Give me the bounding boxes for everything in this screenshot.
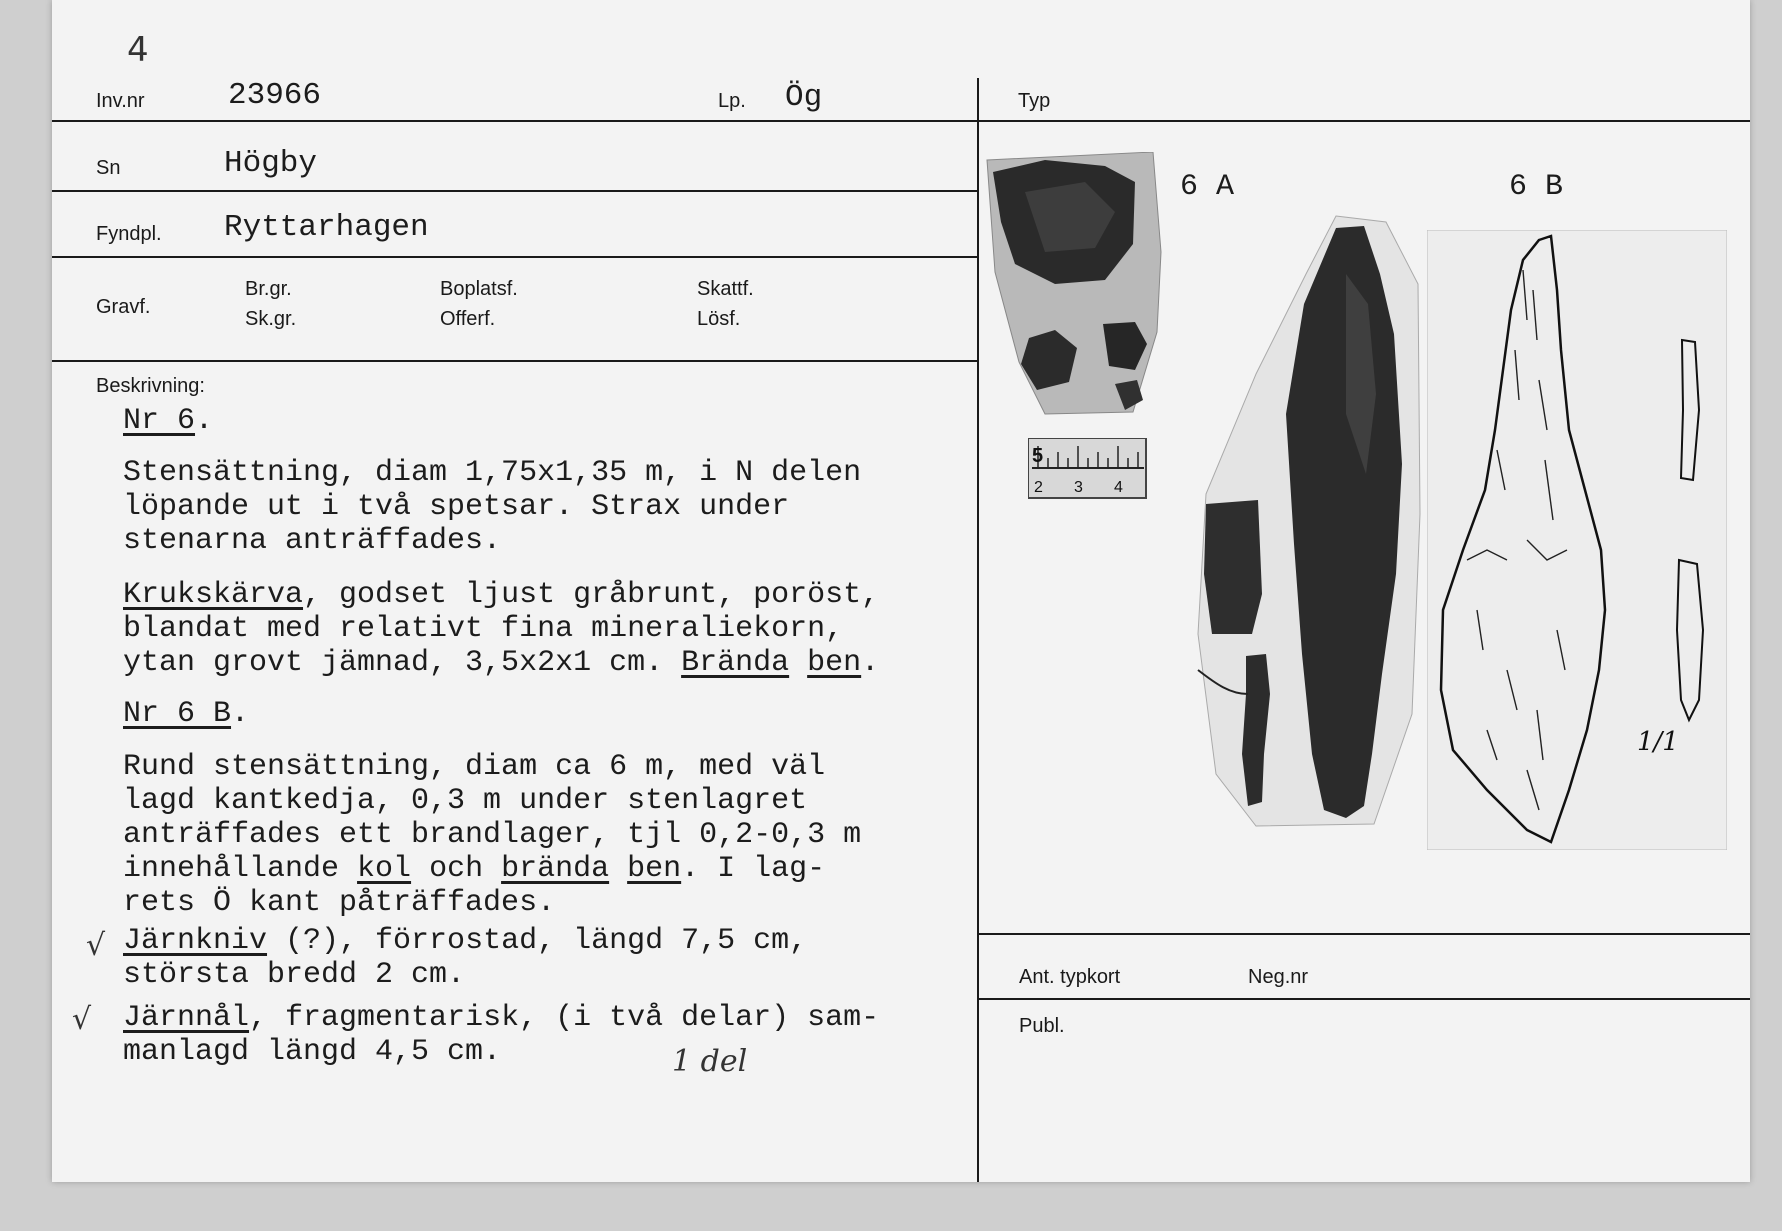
p3-och: och xyxy=(411,852,502,886)
p3-line: lagd kantkedja, 0,3 m under stenlagret xyxy=(123,784,808,818)
neg-nr-label: Neg.nr xyxy=(1248,966,1309,988)
kol-term: kol xyxy=(357,852,412,886)
p1-line: stenarna anträffades. xyxy=(123,524,502,558)
p2-line: blandat med relativt fina mineraliekorn, xyxy=(123,612,844,646)
fyndpl-value: Ryttarhagen xyxy=(224,210,429,245)
boplatsf-label: Boplatsf. xyxy=(440,278,518,300)
scale-note: 1/1 xyxy=(1637,727,1679,757)
br-gr-label: Br.gr. xyxy=(245,278,292,300)
row-divider xyxy=(52,120,977,122)
label-6a: 6 A xyxy=(1180,170,1235,204)
ben-term: ben xyxy=(627,852,682,886)
inv-nr-value: 23966 xyxy=(228,78,322,113)
typ-label: Typ xyxy=(1018,90,1051,112)
p1-line: löpande ut i två spetsar. Strax under xyxy=(123,490,790,524)
p2-line: , godset ljust gråbrunt, poröst, xyxy=(303,578,880,612)
column-divider xyxy=(977,78,979,1182)
potsherd-photo xyxy=(985,152,1165,417)
nr6b-dot: . xyxy=(231,697,250,731)
card-number: 4 xyxy=(127,30,149,70)
handwritten-note: 1 del xyxy=(672,1044,748,1079)
branda-term: Brända xyxy=(681,646,790,680)
jarnkniv-term: Järnkniv xyxy=(123,924,268,958)
p3-line: rets Ö kant påträffades. xyxy=(123,886,556,920)
checkmark-icon: √ xyxy=(86,928,106,963)
desc-p5 xyxy=(123,1001,879,1069)
gravf-label: Gravf. xyxy=(96,296,151,318)
p4-line: största bredd 2 cm. xyxy=(123,958,466,992)
p5-line: , fragmentarisk, (i två delar) sam- xyxy=(249,1001,880,1035)
nr6-dot: . xyxy=(195,404,214,438)
scale-tick-label: 4 xyxy=(1114,479,1123,496)
row-divider xyxy=(52,190,977,192)
sk-gr-label: Sk.gr. xyxy=(245,308,297,330)
nr6b-heading: Nr 6 B xyxy=(123,697,232,731)
p3-line: innehållande xyxy=(123,852,358,886)
nr6-heading: Nr 6 xyxy=(123,404,196,438)
row-divider xyxy=(52,256,977,258)
p2-end: . xyxy=(861,646,880,680)
beskrivning-label: Beskrivning: xyxy=(96,375,205,397)
desc-p3 xyxy=(123,750,861,920)
desc-p4 xyxy=(123,924,807,992)
branda-term: brända xyxy=(501,852,610,886)
p2-line: ytan grovt jämnad, 3,5x2x1 cm. xyxy=(123,646,682,680)
p1-line: Stensättning, diam 1,75x1,35 m, i N delen xyxy=(123,456,862,490)
publ-label: Publ. xyxy=(1019,1015,1065,1037)
desc-p1 xyxy=(123,456,861,558)
p4-line: (?), förrostad, längd 7,5 cm, xyxy=(267,924,808,958)
desc-nr6 xyxy=(123,404,213,438)
lp-label: Lp. xyxy=(718,90,746,112)
knife-drawing xyxy=(1427,230,1727,850)
fyndpl-label: Fyndpl. xyxy=(96,223,162,245)
losf-label: Lösf. xyxy=(697,308,741,330)
ben-term: ben xyxy=(807,646,862,680)
p3-line: anträffades ett brandlager, tjl 0,2-0,3 m xyxy=(123,818,862,852)
lp-value: Ög xyxy=(785,80,823,115)
checkmark-icon: √ xyxy=(72,1002,92,1037)
p3-line: . I lag- xyxy=(681,852,826,886)
offerf-label: Offerf. xyxy=(440,308,496,330)
inv-nr-label: Inv.nr xyxy=(96,90,145,112)
jarnnal-term: Järnnål xyxy=(123,1001,250,1035)
skattf-label: Skattf. xyxy=(697,278,754,300)
ant-typkort-label: Ant. typkort xyxy=(1019,966,1121,988)
sn-label: Sn xyxy=(96,157,121,179)
scale-tick-label: 3 xyxy=(1074,479,1083,496)
krukskarva-term: Krukskärva xyxy=(123,578,304,612)
row-divider xyxy=(977,120,1750,122)
scale-top-label: 5 xyxy=(1032,445,1044,467)
row-divider xyxy=(977,998,1750,1000)
scale-tick-label: 2 xyxy=(1034,479,1043,496)
desc-nr6b xyxy=(123,697,249,731)
label-6b: 6 B xyxy=(1509,170,1564,204)
desc-p2 xyxy=(123,578,879,680)
iron-objects-photo xyxy=(1196,214,1421,834)
scale-ruler xyxy=(1028,438,1148,500)
p5-line: manlagd längd 4,5 cm. xyxy=(123,1035,502,1069)
row-divider xyxy=(977,933,1750,935)
p3-line: Rund stensättning, diam ca 6 m, med väl xyxy=(123,750,826,784)
sn-value: Högby xyxy=(224,146,318,181)
row-divider xyxy=(52,360,977,362)
